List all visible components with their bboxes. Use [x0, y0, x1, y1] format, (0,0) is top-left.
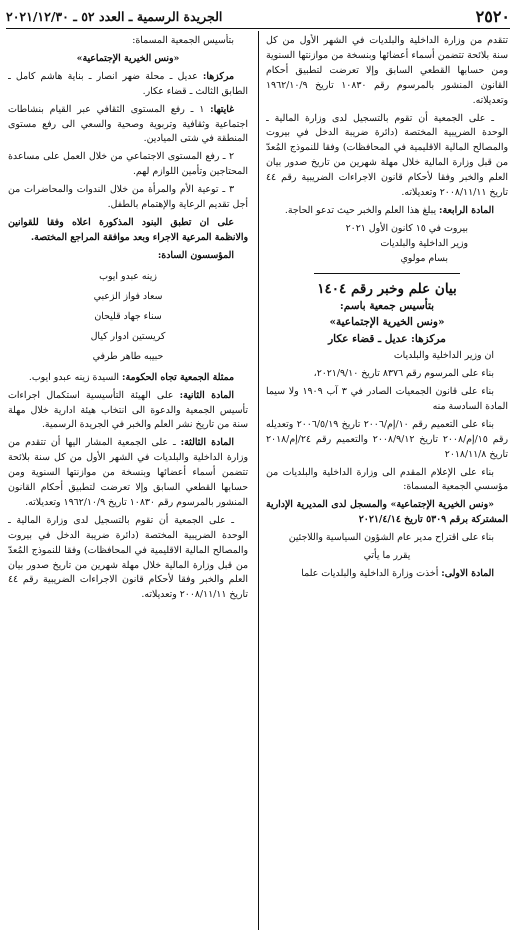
hq-label: مركزها:	[202, 70, 235, 82]
page-header	[6, 6, 510, 26]
association-hq: مركزها: عديل ـ قضاء عكار	[328, 333, 446, 346]
basis-line: «ونس الخيرية الإجتماعية» والمسجل لدى المديرية الإدارية المشتركة برقم ٥٣٠٩ تاريخ ٢٠٢١/٤/١٤	[266, 499, 508, 526]
section-separator	[314, 273, 459, 274]
hq-text: عديل ـ محلة ضهر انصار ـ بناية هاشم كامل ـ الطابق الثالث ـ قضاء عكار.	[8, 70, 248, 97]
paragraph: تتقدم من وزارة الداخلية والبلديات في الشهر الأول من كل سنة بلائحة تتضمن أسماء أعضائها وبنسخة من موازنتها السنوية ومن حسابها القطعي السابق وإلا تعرضت لتطبيق أحكام القانون المنشور بالمرسوم رقم ١٠٨٣٠ تاريخ ١٩٦٢/١٠/٩ وتعديلاته.	[266, 35, 508, 106]
basis-line: بناء على اقتراح مدير عام الشؤون السياسية واللاجئين	[288, 532, 494, 544]
signature-name: بسام مولوي	[400, 252, 448, 264]
article-label: المادة الثالثة:	[180, 437, 234, 449]
representative-text: السيدة زينه عبدو ايوب.	[28, 371, 120, 383]
representative-label: ممثلة الجمعية تجاه الحكومة:	[122, 371, 234, 383]
founders-label: المؤسسون السادة:	[157, 249, 234, 261]
minister-line: ان وزير الداخلية والبلديات	[393, 350, 494, 362]
left-column	[8, 34, 248, 930]
signature-block	[266, 222, 508, 267]
founder-name: سناء جهاد قليحان	[94, 310, 162, 322]
goal-item: ٣ ـ توعية الأم والمرأة من خلال الندوات والمحاضرات من أجل تقديم الرعاية والإهتمام بالطفل.	[8, 184, 248, 211]
founder-name: زينه عبدو ايوب	[99, 270, 157, 282]
gazette-header: الجريدة الرسمية ـ العدد ٥٢ ـ ٢٠٢١/١٢/٣٠	[6, 8, 223, 24]
article-4	[266, 204, 508, 219]
signature-title: وزير الداخلية والبلديات	[380, 237, 468, 249]
declaration-subtitle: بتأسيس جمعية باسم:	[339, 299, 435, 312]
basis-line: بناء على التعميم رقم ١٠/إم/٢٠٠٦ تاريخ ٢٠٠٦/٥/١٩ وتعديله رقم ١٥/إم/٢٠٠٨ تاريخ ٢٠٠٨/٩/١٢ والتعميم رقم ٢٤/إم/٢٠١٨ تاريخ ٢٠١٨/١١/٨	[266, 418, 508, 460]
association-name: «ونس الخيرية الإجتماعية»	[329, 316, 445, 329]
goals-label: غايتها:	[210, 103, 234, 115]
founder-name: كريستين ادوار كيال	[90, 330, 166, 342]
association-name: «ونس الخيرية الإجتماعية»	[76, 52, 180, 64]
article-text: ـ على الجمعية المشار اليها أن تتقدم من وزارة الداخلية والبلديات في الشهر الأول من كل سنة بلائحة تتضمن أسماء أعضائها وبنسخة من موازنتها السنوية ومن حسابها القطعي السابق وإلا تعرضت لتطبيق أحكام القانون المنشور بالمرسوم رقم ١٠٨٣٠ تاريخ ١٩٦٢/١٠/٩ وتعديلاته.	[8, 437, 248, 508]
paragraph: ـ على الجمعية أن تقوم بالتسجيل لدى وزارة المالية ـ الوحدة الضريبية المختصة (دائرة ضريبة الدخل في بيروت والمصالح المالية الاقليمية في المحافظات) وفقا للنموذج المُعدّ من قبل وزارة المالية خلال مهلة شهرين من تاريخ صدور بيان العلم والخبر وفقا لأحكام قانون الاجراءات الضريبية رقم ٤٤ تاريخ ٢٠٠٨/١١/١١ وتعديلاته.	[266, 112, 508, 199]
right-column	[266, 34, 508, 930]
article-2	[8, 389, 248, 434]
tax-paragraph: ـ على الجمعية أن تقوم بالتسجيل لدى وزارة المالية ـ الوحدة الضريبية المختصة (دائرة ضريبة الدخل في بيروت والمصالح المالية الاقليمية في المحافظات) وفقا للنموذج المُعدّ من قبل وزارة المالية خلال مهلة شهرين من تاريخ صدور بيان العلم والخبر وفقا لأحكام قانون الاجراءات الضريبية رقم ٤٤ تاريخ ٢٠٠٨/١١/١١ وتعديلاته.	[8, 514, 248, 601]
article-text: على الهيئة التأسيسية استكمال اجراءات تأسيس الجمعية والدعوة الى انتخاب هيئة ادارية خلال مهلة سنة من تاريخ نشر العلم والخبر في الجريدة الرسمية.	[8, 389, 248, 431]
article-text: يبلغ هذا العلم والخبر حيث تدعو الحاجة.	[284, 204, 437, 216]
column-divider	[258, 31, 259, 930]
article-text: أخذت وزارة الداخلية والبلديات علما	[301, 568, 439, 579]
basis-line: بناء على المرسوم رقم ٨٣٧٦ تاريخ ٢٠٢١/٩/١٠،	[313, 368, 494, 380]
article-3	[8, 436, 248, 511]
apply-clause: على ان تطبق البنود المذكورة اعلاه وفقا للقوانين والانظمة المرعية الاجراء وبعد موافقة المراجع المختصة.	[8, 216, 248, 243]
declaration-title: بيان علم وخبر رقم ١٤٠٤	[317, 280, 457, 297]
signature-place-date: بيروت في ١٥ كانون الأول ٢٠٢١	[345, 222, 468, 234]
header-rule	[6, 28, 510, 29]
founders-list	[8, 267, 248, 367]
basis-line: بناء على الإعلام المقدم الى وزارة الداخلية والبلديات من مؤسسي الجمعية المسماة:	[266, 466, 508, 493]
goals-paragraph	[8, 103, 248, 148]
article-label: المادة الاولى:	[441, 568, 494, 579]
page-number: ٢٥٢٠	[475, 6, 510, 26]
article-1	[266, 567, 508, 582]
basis-line: بناء على قانون الجمعيات الصادر في ٣ آب ١٩٠٩ ولا سيما المادة السادسة منه	[266, 386, 508, 412]
representative-paragraph	[8, 371, 248, 386]
article-label: المادة الثانية:	[179, 389, 234, 401]
article-label: المادة الرابعة:	[439, 204, 494, 216]
founder-name: حبيبه طاهر طرفي	[92, 350, 164, 362]
decides-line: يقرر ما يأتي	[363, 550, 411, 562]
founder-name: سعاد فواز الزعبي	[93, 290, 163, 302]
intro-line: بتأسيس الجمعية المسماة:	[132, 35, 234, 46]
hq-paragraph	[8, 70, 248, 100]
goal-item: ٢ ـ رفع المستوى الاجتماعي من خلال العمل على مساعدة المحتاجين وتأمين اللوازم لهم.	[8, 151, 248, 178]
goal-item: ١ ـ رفع المستوى الثقافي عبر القيام بنشاطات اجتماعية وثقافية وتربوية وصحية والسعي الى رفع مستوى المنطقة في شتى الميادين.	[8, 103, 248, 145]
